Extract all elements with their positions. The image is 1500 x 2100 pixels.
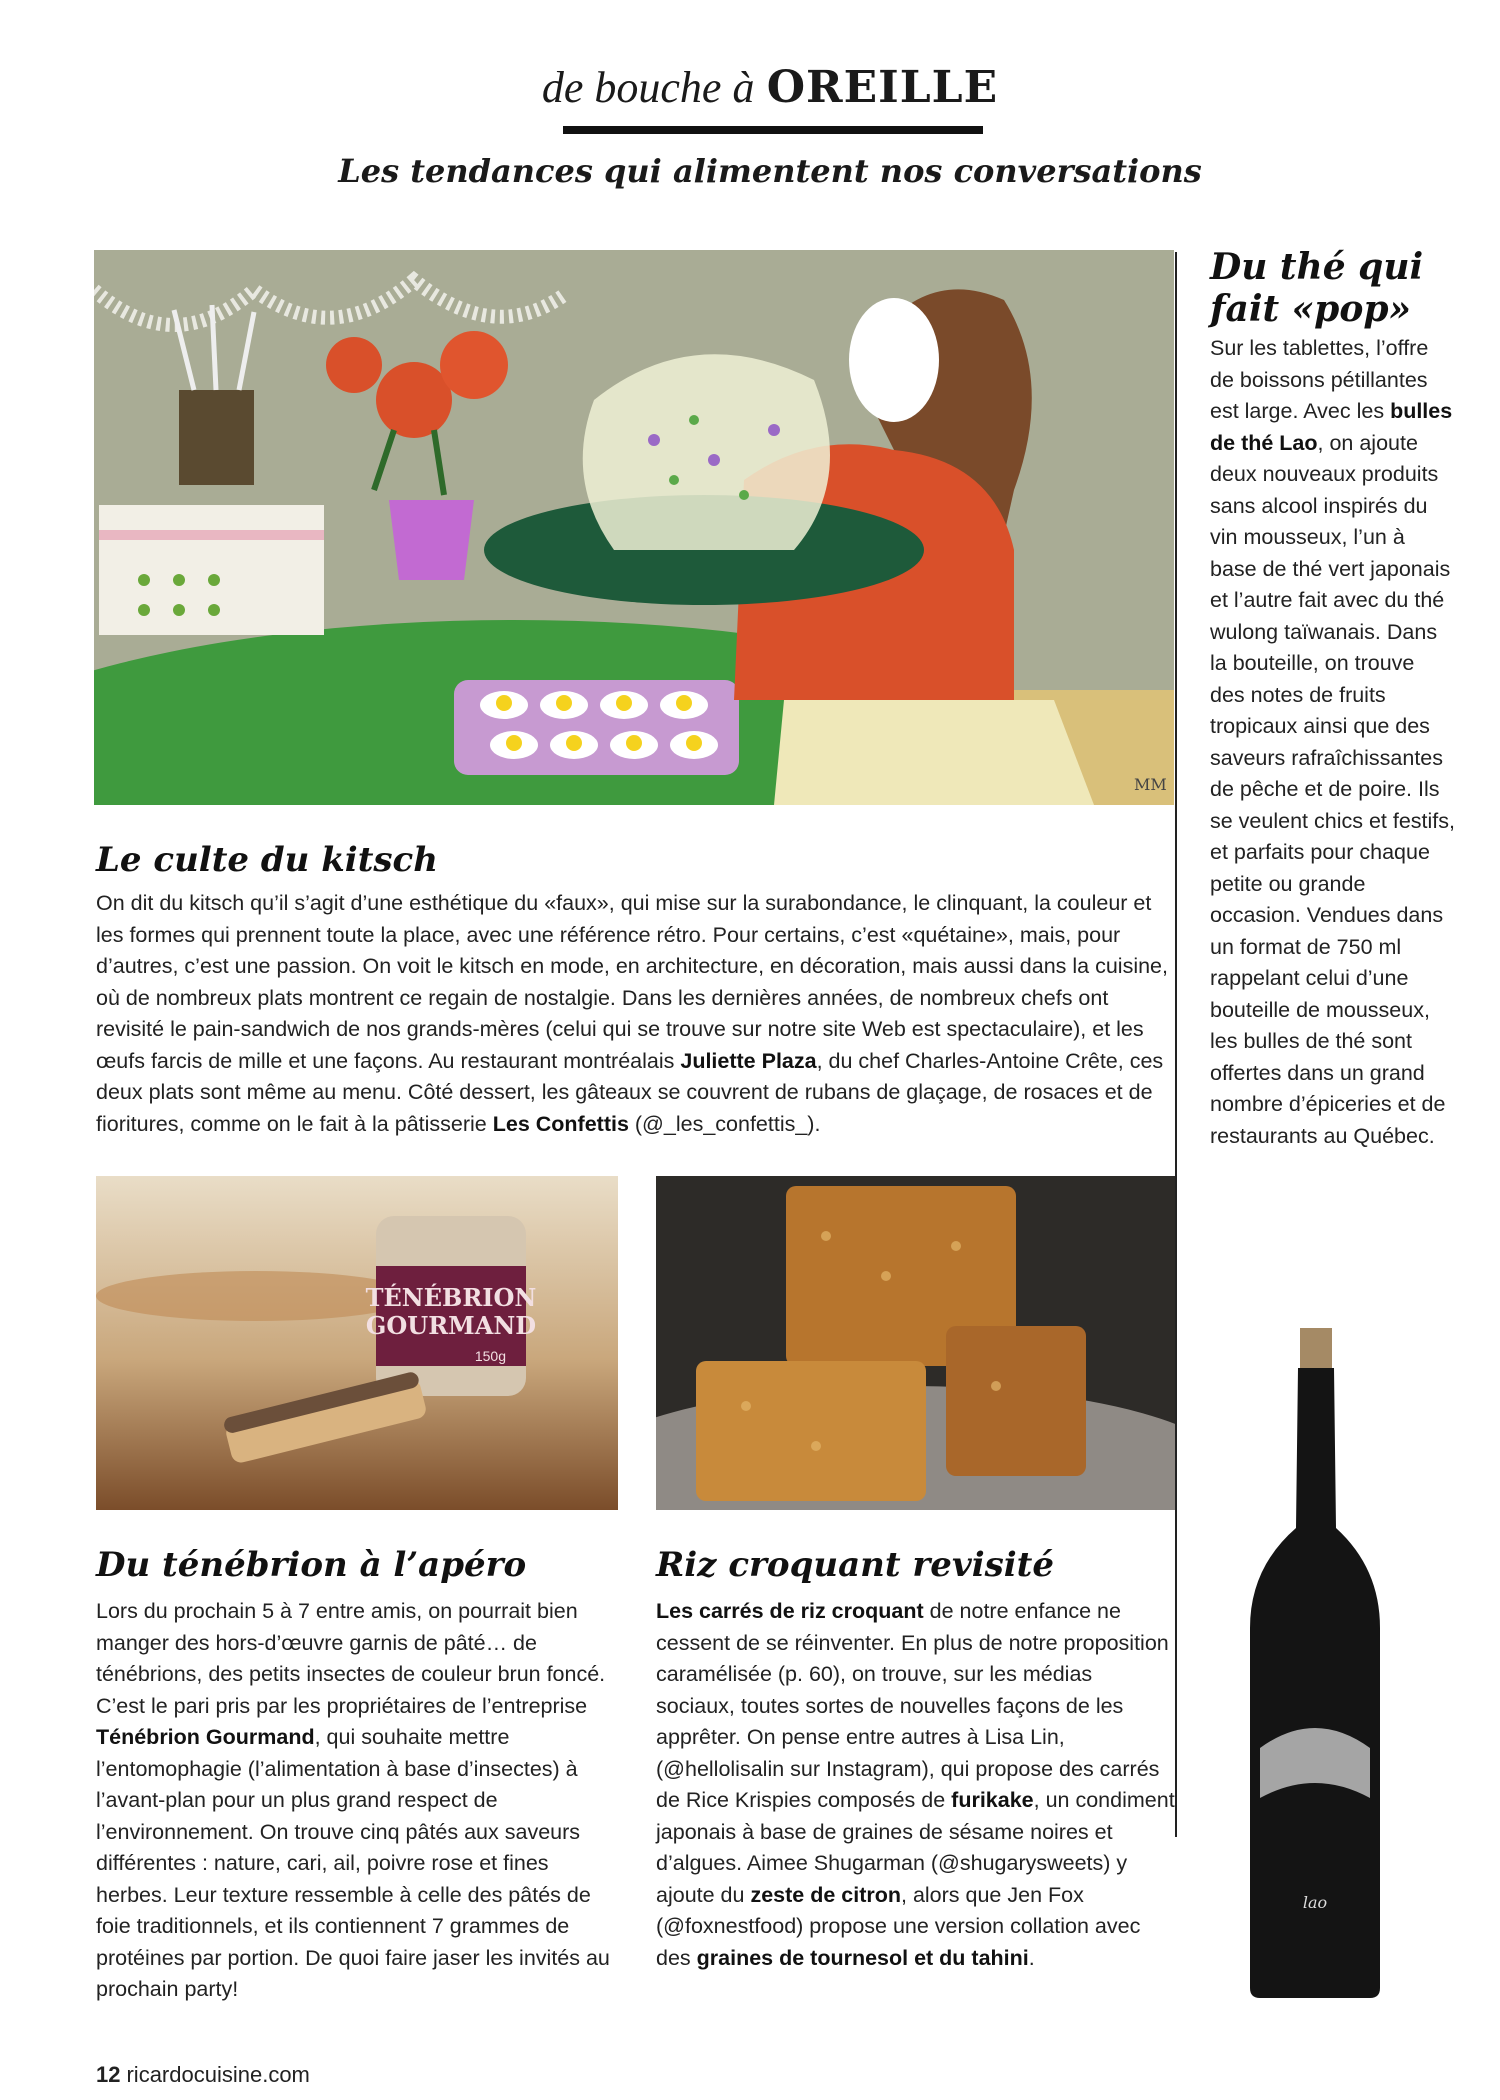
kitsch-bold-restaurant: Juliette Plaza <box>680 1048 817 1073</box>
riz-text-1: de notre enfance ne cessent de se réinventer. En plus de notre proposition caramélisée (p. 60), on trouve, sur les médias sociaux, toutes sortes de nouvelles façons de les apprêter. On pense entre autres à Lisa Lin, (@hellolisalin sur Instagram), qui propose des carrés de Rice Krispies composés de <box>656 1599 1169 1812</box>
the-title-line2: fait «pop» <box>1210 288 1412 330</box>
footer-site: ricardocuisine.com <box>126 2062 310 2087</box>
the-text-2: , on ajoute deux nouveaux produits sans alcool inspirés du vin mousseux, l’un à base de thé vert japonais et l’autre fait avec du thé wulong taïwanais. Dans la bouteille, on trouve des notes de fruits tropicaux ainsi que des saveurs rafraîchissantes de pêche et de poire. Ils se veulent chics et festifs, et parfaits pour chaque petite ou grande occasion. Vendues dans un format de 750 ml rappelant celui d’une bouteille de mousseux, les bulles de thé sont offertes dans un grand nombre d’épiceries et de restaurants au Québec. <box>1210 430 1455 1148</box>
kicker-underline <box>563 126 983 134</box>
riz-body <box>656 1596 1176 1974</box>
riz-text-2: , un condiment japonais à base de graines de sésame noires et d’algues. Aimee Shugarman (@shugarysweets) y ajoute du <box>656 1788 1175 1907</box>
tenebrion-bold-company: Ténébrion Gourmand <box>96 1725 315 1749</box>
kicker-italic: de bouche à <box>541 63 755 112</box>
the-body <box>1210 333 1455 1152</box>
riz-title: Riz croquant revisité <box>656 1545 1055 1585</box>
page-number: 12 <box>96 2062 121 2087</box>
tenebrion-photo <box>96 1176 618 1510</box>
tenebrion-body <box>96 1596 616 2006</box>
jar-weight: 150g <box>474 1348 506 1364</box>
kitsch-text-2: , du chef Charles-Antoine Crête, ces deux plats sont même au menu. Côté dessert, les gâteaux se couvrent de rubans de glaçage, de rosaces et de fioritures, comme on le fait à la pâtisserie <box>96 1048 1164 1136</box>
riz-bold-1: Les carrés de riz croquant <box>656 1599 924 1623</box>
kitsch-bold-patisserie: Les Confettis <box>492 1111 629 1136</box>
bottle-brand: lao <box>1302 1893 1328 1912</box>
jar-label-line2: GOURMAND <box>365 1311 537 1340</box>
tenebrion-text-2: , qui souhaite mettre l’entomophagie (l’alimentation à base d’insectes) à l’avant-plan pour un plus grand respect de l’environnement. On trouve cinq pâtés aux saveurs différentes : nature, cari, ail, poivre rose et fines herbes. Leur texture ressemble à celle des pâtés de foie traditionnels, et ils contiennent 7 grammes de protéines par portion. De quoi faire jaser les invités au prochain party! <box>96 1725 610 2001</box>
the-title <box>1210 246 1423 330</box>
section-kicker <box>0 62 1500 113</box>
the-title-line1: Du thé qui <box>1210 246 1424 288</box>
kitsch-body <box>96 888 1176 1140</box>
riz-bold-2: furikake <box>951 1788 1034 1812</box>
illustration-signature: MM <box>1134 775 1167 794</box>
riz-bold-3: zeste de citron <box>750 1882 901 1907</box>
the-bold-lao: bulles de thé Lao <box>1210 399 1453 455</box>
kicker-bold: OREILLE <box>766 62 999 113</box>
riz-photo <box>656 1176 1176 1510</box>
kitsch-text-3: (@_les_confettis_). <box>628 1111 821 1136</box>
page-footer <box>96 2062 310 2088</box>
jar-label-line1: TÉNÉBRION <box>365 1283 537 1312</box>
kitsch-illustration <box>94 250 1174 805</box>
riz-text-3: , alors que Jen Fox (@foxnestfood) propose une version collation avec des <box>656 1882 1141 1970</box>
tenebrion-text-1: Lors du prochain 5 à 7 entre amis, on pourrait bien manger des hors-d’œuvre garnis de pâté… de ténébrions, des petits insectes de couleur brun foncé. C’est le pari pris par les propriétaires de l’entreprise <box>96 1599 606 1718</box>
sidebar-rule <box>1175 252 1177 1837</box>
kitsch-title: Le culte du kitsch <box>96 840 438 880</box>
the-text-1: Sur les tablettes, l’offre de boissons pétillantes est large. Avec les <box>1210 336 1429 423</box>
riz-bold-4: graines de tournesol et du tahini <box>696 1945 1029 1970</box>
riz-text-4: . <box>1028 1945 1035 1970</box>
lao-bottle-photo <box>1240 1328 1390 1998</box>
kitsch-text-1: On dit du kitsch qu’il s’agit d’une esthétique du «faux», qui mise sur la surabondance, le clinquant, la couleur et les formes qui prennent toute la place, avec une référence rétro. Pour certains, c’est «quétaine», mais, pour d’autres, c’est une passion. On voit le kitsch en mode, en architecture, en décoration, mais aussi dans la cuisine, où de nombreux plats montrent ce regain de nostalgie. Dans les dernières années, de nombreux chefs ont revisité le pain-sandwich de nos grands-mères (celui qui se trouve sur notre site Web est spectaculaire), et les œufs farcis de mille et une façons. Au restaurant montréalais <box>96 891 1168 1073</box>
tenebrion-title: Du ténébrion à l’apéro <box>96 1545 527 1585</box>
page-subtitle: Les tendances qui alimentent nos conversations <box>338 152 1202 190</box>
